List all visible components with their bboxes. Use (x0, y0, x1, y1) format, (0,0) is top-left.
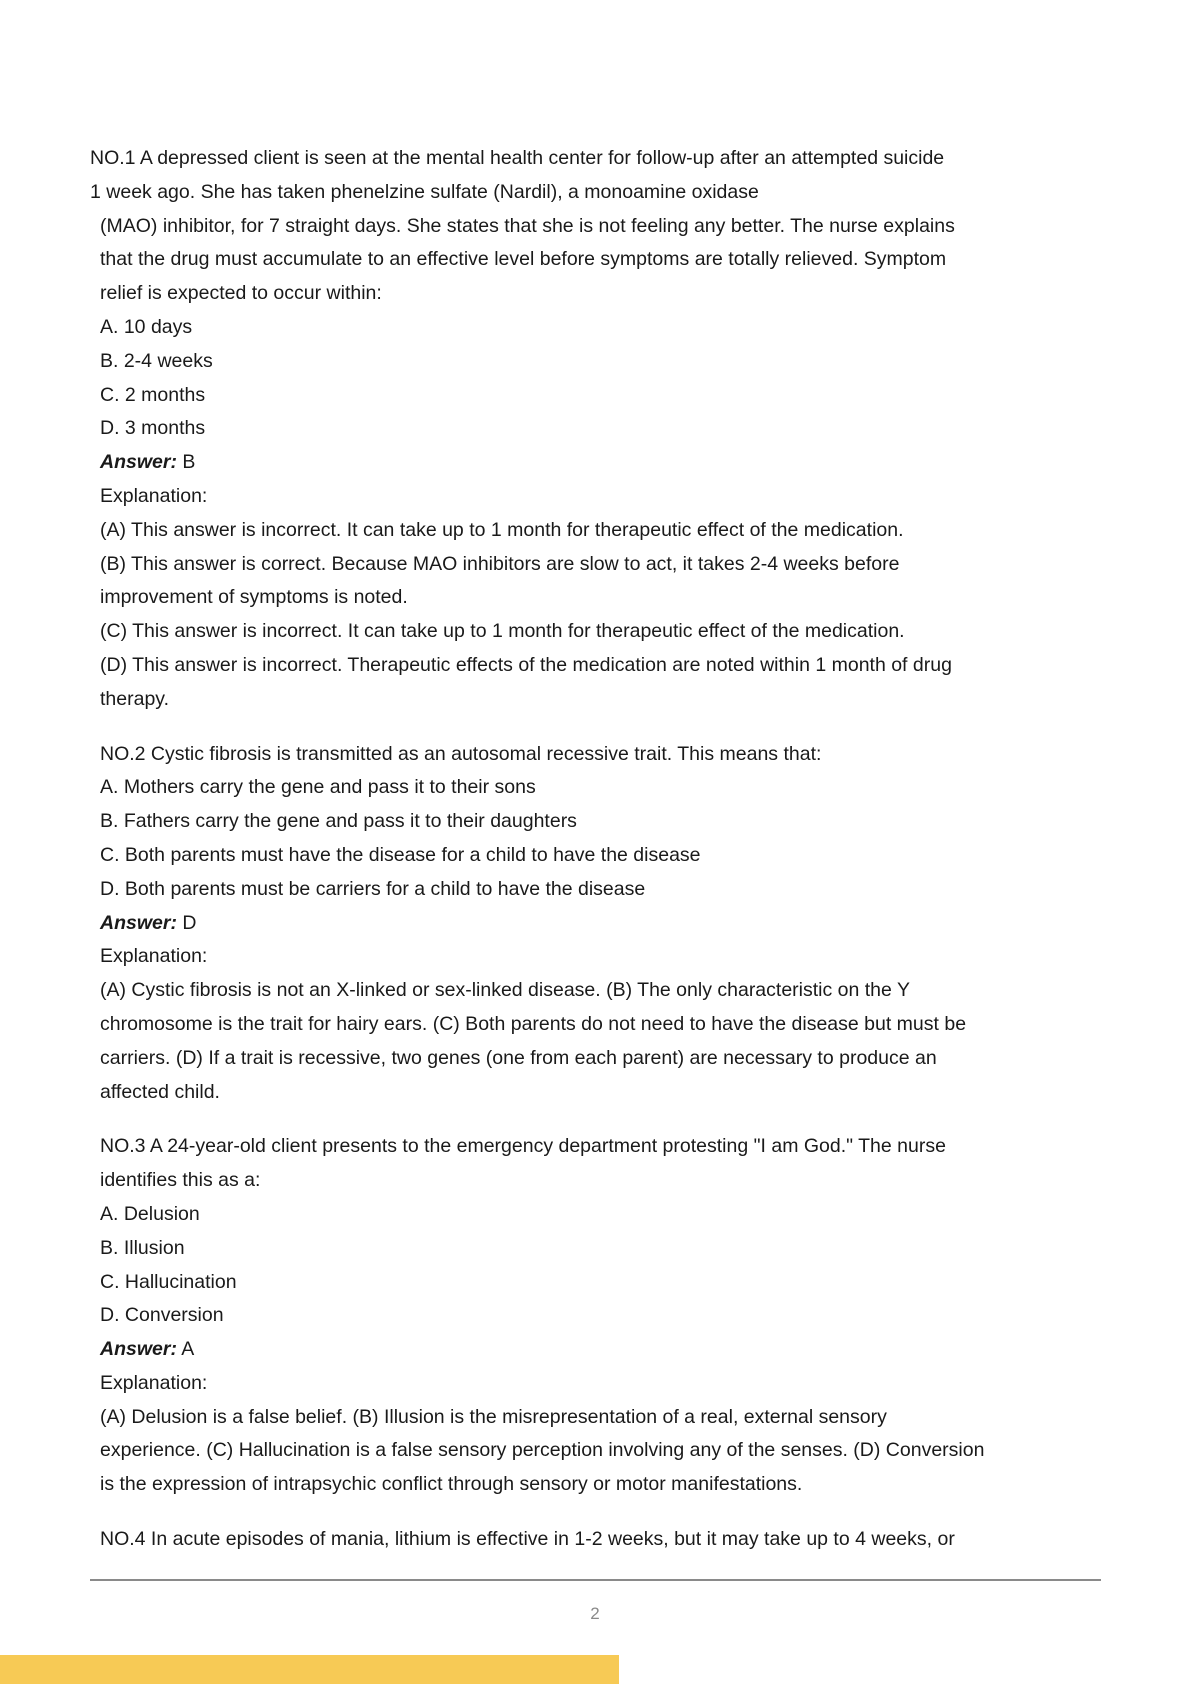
explanation-text: affected child. (100, 1080, 220, 1103)
answer-label: Answer: (100, 1338, 177, 1361)
answer-value: A (181, 1338, 195, 1361)
explanation-text: (A) Delusion is a false belief. (B) Illusion is the misrepresentation of a real, external sensory (100, 1405, 887, 1428)
question-text: NO.4 In acute episodes of mania, lithium is effective in 1-2 weeks, but it may take up to 4 weeks, or (100, 1528, 955, 1551)
explanation-text: (C) This answer is incorrect. It can take up to 1 month for therapeutic effect of the medication. (100, 620, 905, 643)
page-number: 2 (590, 1604, 600, 1623)
option-a: A. 10 days (100, 315, 193, 338)
document-body (90, 142, 1100, 1557)
question-text: NO.2 Cystic fibrosis is transmitted as an autosomal recessive trait. This means that: (100, 742, 822, 765)
question-2 (90, 738, 1100, 1110)
option-c: C. Both parents must have the disease for a child to have the disease (100, 843, 701, 866)
question-3 (90, 1130, 1100, 1502)
option-a: A. Delusion (100, 1202, 200, 1225)
answer-label: Answer: (100, 451, 177, 474)
question-text: that the drug must accumulate to an effective level before symptoms are totally relieved. Symptom (100, 248, 947, 271)
option-c: C. Hallucination (100, 1270, 237, 1293)
explanation-text: (A) Cystic fibrosis is not an X-linked or sex-linked disease. (B) The only characteristic on the Y (100, 979, 910, 1002)
explanation-text: improvement of symptoms is noted. (100, 586, 408, 609)
option-a: A. Mothers carry the gene and pass it to their sons (100, 776, 536, 799)
option-d: D. Conversion (100, 1304, 224, 1327)
explanation-label: Explanation: (100, 484, 208, 507)
question-text: identifies this as a: (100, 1169, 261, 1192)
question-4 (90, 1523, 1100, 1557)
question-text: relief is expected to occur within: (100, 282, 382, 305)
answer-line (90, 1333, 1100, 1367)
answer-value: D (182, 911, 197, 934)
option-b: B. 2-4 weeks (100, 349, 213, 372)
explanation-text: experience. (C) Hallucination is a false sensory perception involving any of the senses. (D) Conversion (100, 1439, 985, 1462)
explanation-text: (B) This answer is correct. Because MAO inhibitors are slow to act, it takes 2-4 weeks before (100, 552, 900, 575)
answer-line (90, 446, 1100, 480)
option-c: C. 2 months (100, 383, 206, 406)
question-text: 1 week ago. She has taken phenelzine sulfate (Nardil), a monoamine oxidase (90, 180, 759, 203)
option-d: D. 3 months (100, 417, 206, 440)
option-b: B. Illusion (100, 1236, 185, 1259)
explanation-text: carriers. (D) If a trait is recessive, two genes (one from each parent) are necessary to produce an (100, 1046, 937, 1069)
explanation-text: (A) This answer is incorrect. It can take up to 1 month for therapeutic effect of the medication. (100, 518, 904, 541)
footer-divider (90, 1579, 1101, 1581)
explanation-text: is the expression of intrapsychic conflict through sensory or motor manifestations. (100, 1473, 803, 1496)
explanation-text: chromosome is the trait for hairy ears. (C) Both parents do not need to have the disease but must be (100, 1012, 967, 1035)
option-d: D. Both parents must be carriers for a child to have the disease (100, 877, 646, 900)
answer-value: B (182, 451, 196, 474)
explanation-label: Explanation: (100, 945, 208, 968)
option-b: B. Fathers carry the gene and pass it to their daughters (100, 810, 577, 833)
question-text: (MAO) inhibitor, for 7 straight days. She states that she is not feeling any better. The nurse explains (100, 214, 955, 237)
question-text: NO.3 A 24-year-old client presents to the emergency department protesting "I am God." The nurse (100, 1135, 946, 1158)
answer-line (90, 907, 1100, 941)
explanation-label: Explanation: (100, 1371, 208, 1394)
question-text: NO.1 A depressed client is seen at the mental health center for follow-up after an attempted suicide (90, 147, 945, 169)
footer-accent-bar (0, 1655, 619, 1684)
answer-label: Answer: (100, 911, 177, 934)
explanation-text: (D) This answer is incorrect. Therapeutic effects of the medication are noted within 1 month of drug (100, 653, 952, 676)
question-1 (90, 142, 1100, 717)
explanation-text: therapy. (100, 687, 170, 710)
